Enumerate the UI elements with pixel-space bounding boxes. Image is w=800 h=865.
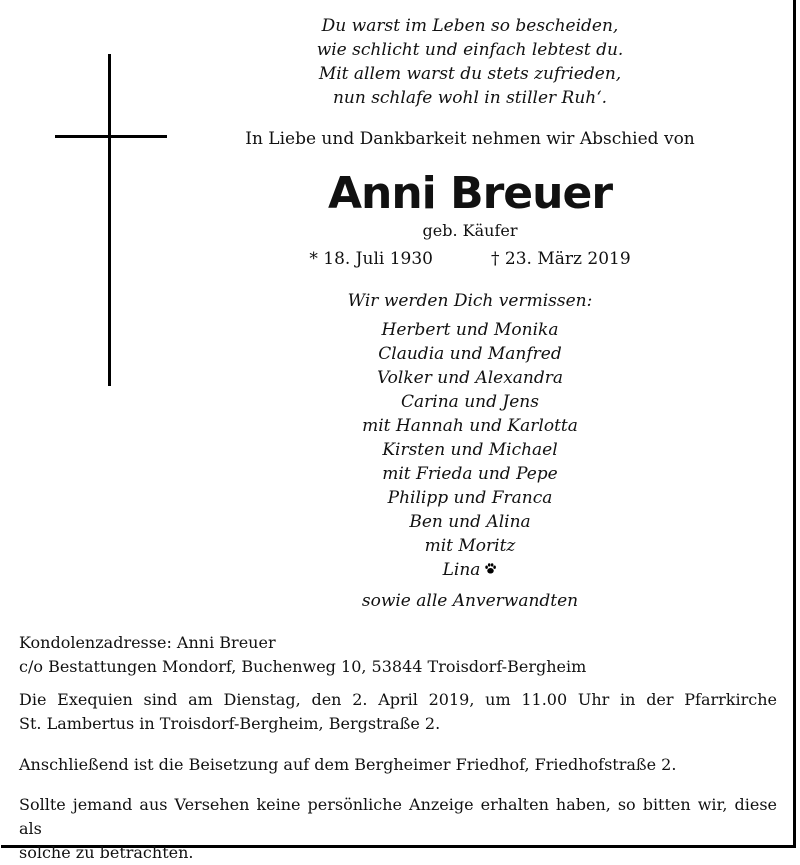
cross-vertical-bar [108, 54, 111, 386]
memorial-verse [150, 14, 790, 110]
intro-text: In Liebe und Dankbarkeit nehmen wir Abschied von [245, 129, 695, 149]
pet-name: Lina [442, 560, 481, 580]
verse-line: nun schlafe wohl in stiller Ruh‘. [332, 88, 608, 108]
notice-line: solche zu betrachten. [19, 843, 194, 862]
burial-paragraph: Anschließend ist die Beisetzung auf dem Bergheimer Friedhof, Friedhofstraße 2. [19, 755, 677, 774]
condolence-address [19, 631, 777, 679]
verse-line: Du warst im Leben so bescheiden, [321, 16, 619, 36]
birth-name: geb. Käufer [422, 221, 518, 240]
deceased-name: Anni Breuer [327, 168, 613, 219]
mourners-list [150, 318, 790, 582]
mourner-line-pet [150, 558, 790, 582]
exequies-paragraph [19, 688, 777, 736]
birth-date: * 18. Juli 1930 [309, 249, 433, 269]
notice-paragraph [19, 793, 777, 865]
verse-line: Mit allem warst du stets zufrieden, [318, 64, 622, 84]
mourner-line: mit Frieda und Pepe [382, 464, 558, 484]
life-dates [150, 247, 790, 271]
exequies-line: Die Exequien sind am Dienstag, den 2. April 2019, um 11.00 Uhr in der Pfarrkirche [19, 690, 777, 709]
condolence-line: Kondolenzadresse: Anni Breuer [19, 633, 276, 652]
paw-print-icon [484, 564, 497, 579]
notice-line: Sollte jemand aus Versehen keine persönliche Anzeige erhalten haben, so bitten wir, diese als [19, 795, 777, 838]
mourner-line: Herbert und Monika [381, 320, 559, 340]
mourner-line: Volker und Alexandra [376, 368, 564, 388]
exequies-line: St. Lambertus in Troisdorf-Bergheim, Bergstraße 2. [19, 714, 441, 733]
verse-line: wie schlicht und einfach lebtest du. [316, 40, 624, 60]
mourner-line: Philipp und Franca [387, 488, 553, 508]
mourner-line: mit Hannah und Karlotta [362, 416, 578, 436]
mourner-line: Carina und Jens [401, 392, 539, 412]
mourner-line: Kirsten und Michael [382, 440, 558, 460]
death-date: † 23. März 2019 [491, 249, 631, 269]
mourner-line: Claudia und Manfred [378, 344, 562, 364]
mourners-heading: Wir werden Dich vermissen: [347, 291, 593, 311]
relatives-line: sowie alle Anverwandten [361, 591, 579, 611]
mourner-line: Ben und Alina [409, 512, 531, 532]
condolence-line: c/o Bestattungen Mondorf, Buchenweg 10, 53844 Troisdorf-Bergheim [19, 657, 587, 676]
mourner-line: mit Moritz [424, 536, 516, 556]
